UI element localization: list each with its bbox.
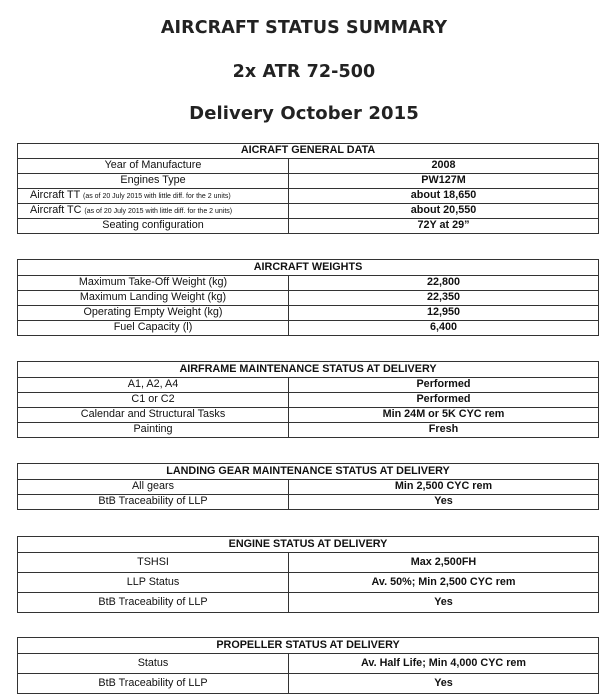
row-label: BtB Traceability of LLP bbox=[18, 674, 289, 694]
table-row bbox=[18, 204, 599, 219]
row-label: Status bbox=[18, 654, 289, 674]
table-row bbox=[18, 321, 599, 336]
row-value: 72Y at 29” bbox=[289, 219, 599, 234]
table-row bbox=[18, 159, 599, 174]
table-row bbox=[18, 573, 599, 593]
row-label: BtB Traceability of LLP bbox=[18, 495, 289, 510]
row-label: Fuel Capacity (l) bbox=[18, 321, 289, 336]
landing-gear-table bbox=[17, 463, 599, 510]
row-value: 22,800 bbox=[289, 276, 599, 291]
row-value: Min 24M or 5K CYC rem bbox=[289, 408, 599, 423]
row-value: 12,950 bbox=[289, 306, 599, 321]
row-label: LLP Status bbox=[18, 573, 289, 593]
table-row bbox=[18, 276, 599, 291]
row-label: Maximum Landing Weight (kg) bbox=[18, 291, 289, 306]
row-label: Engines Type bbox=[18, 174, 289, 189]
table-row bbox=[18, 495, 599, 510]
row-label-note: (as of 20 July 2015 with little diff. for the 2 units) bbox=[84, 208, 233, 216]
airframe-table bbox=[17, 361, 599, 438]
propeller-table bbox=[17, 637, 599, 694]
row-value: Performed bbox=[289, 378, 599, 393]
row-label: Painting bbox=[18, 423, 289, 438]
engine-table bbox=[17, 536, 599, 613]
row-label-main: Aircraft TC bbox=[30, 204, 82, 217]
row-label: C1 or C2 bbox=[18, 393, 289, 408]
row-value: 22,350 bbox=[289, 291, 599, 306]
row-value: Performed bbox=[289, 393, 599, 408]
landing-gear-header: LANDING GEAR MAINTENANCE STATUS AT DELIVERY bbox=[18, 464, 599, 480]
row-value: Max 2,500FH bbox=[289, 553, 599, 573]
row-value: Av. 50%; Min 2,500 CYC rem bbox=[289, 573, 599, 593]
document-title: AIRCRAFT STATUS SUMMARY bbox=[160, 18, 448, 38]
table-row bbox=[18, 219, 599, 234]
table-row bbox=[18, 423, 599, 438]
row-value: Min 2,500 CYC rem bbox=[289, 480, 599, 495]
row-value: Fresh bbox=[289, 423, 599, 438]
row-label bbox=[18, 189, 289, 204]
aircraft-model-heading: 2x ATR 72-500 bbox=[232, 62, 376, 82]
row-label: Maximum Take-Off Weight (kg) bbox=[18, 276, 289, 291]
row-value: 6,400 bbox=[289, 321, 599, 336]
table-row bbox=[18, 593, 599, 613]
row-label-note: (as of 20 July 2015 with little diff. for the 2 units) bbox=[83, 193, 231, 201]
general-data-header: AICRAFT GENERAL DATA bbox=[18, 144, 599, 159]
row-value: Av. Half Life; Min 4,000 CYC rem bbox=[289, 654, 599, 674]
row-label: Operating Empty Weight (kg) bbox=[18, 306, 289, 321]
table-row bbox=[18, 654, 599, 674]
airframe-header: AIRFRAME MAINTENANCE STATUS AT DELIVERY bbox=[18, 362, 599, 378]
row-value: about 18,650 bbox=[289, 189, 599, 204]
row-label: Calendar and Structural Tasks bbox=[18, 408, 289, 423]
row-label-main: Aircraft TT bbox=[30, 189, 80, 202]
row-value: Yes bbox=[289, 674, 599, 694]
table-row bbox=[18, 393, 599, 408]
general-data-table bbox=[17, 143, 599, 234]
table-row bbox=[18, 189, 599, 204]
table-row bbox=[18, 378, 599, 393]
table-row bbox=[18, 674, 599, 694]
row-value: 2008 bbox=[289, 159, 599, 174]
table-row bbox=[18, 553, 599, 573]
table-row bbox=[18, 408, 599, 423]
weights-header: AIRCRAFT WEIGHTS bbox=[18, 260, 599, 276]
table-row bbox=[18, 174, 599, 189]
table-row bbox=[18, 480, 599, 495]
delivery-heading: Delivery October 2015 bbox=[189, 103, 419, 124]
propeller-header: PROPELLER STATUS AT DELIVERY bbox=[18, 638, 599, 654]
table-row bbox=[18, 306, 599, 321]
row-value: Yes bbox=[289, 593, 599, 613]
engine-header: ENGINE STATUS AT DELIVERY bbox=[18, 537, 599, 553]
row-value: PW127M bbox=[289, 174, 599, 189]
table-row bbox=[18, 291, 599, 306]
row-label: TSHSI bbox=[18, 553, 289, 573]
row-label: A1, A2, A4 bbox=[18, 378, 289, 393]
row-label: Seating configuration bbox=[18, 219, 289, 234]
row-label: Year of Manufacture bbox=[18, 159, 289, 174]
row-value: about 20,550 bbox=[289, 204, 599, 219]
row-value: Yes bbox=[289, 495, 599, 510]
row-label: All gears bbox=[18, 480, 289, 495]
row-label bbox=[18, 204, 289, 219]
weights-table bbox=[17, 259, 599, 336]
row-label: BtB Traceability of LLP bbox=[18, 593, 289, 613]
